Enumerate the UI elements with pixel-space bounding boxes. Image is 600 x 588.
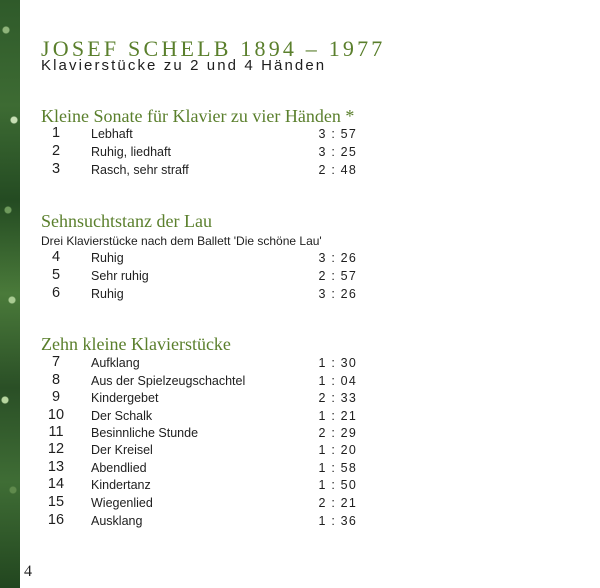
track-name: Aus der Spielzeugschachtel — [91, 374, 246, 388]
album-subtitle: Klavierstücke zu 2 und 4 Händen — [41, 57, 327, 74]
track-name: Der Kreisel — [91, 443, 153, 457]
track-number: 4 — [51, 249, 61, 265]
page-number: 4 — [24, 563, 32, 580]
track-row[interactable] — [41, 443, 359, 461]
track-name: Der Schalk — [91, 409, 153, 423]
track-row[interactable] — [41, 356, 359, 374]
track-number: 2 — [51, 143, 61, 159]
track-row[interactable] — [41, 496, 359, 514]
track-duration: 1 : 58 — [318, 461, 357, 475]
track-row[interactable] — [41, 514, 359, 532]
track-duration: 2 : 48 — [318, 163, 357, 177]
foliage-photo-strip — [0, 0, 20, 588]
track-row[interactable] — [41, 127, 359, 145]
composer-heading: JOSEF SCHELB 1894 – 1977 — [41, 36, 386, 61]
track-duration: 3 : 25 — [318, 145, 357, 159]
track-row[interactable] — [41, 391, 359, 409]
track-duration: 3 : 26 — [318, 287, 357, 301]
track-number: 13 — [47, 459, 65, 475]
track-number: 1 — [51, 125, 61, 141]
track-name: Ruhig — [91, 287, 124, 301]
track-name: Kindertanz — [91, 478, 151, 492]
track-duration: 1 : 04 — [318, 374, 357, 388]
track-duration: 1 : 21 — [318, 409, 357, 423]
track-duration: 2 : 29 — [318, 426, 357, 440]
track-number: 6 — [51, 285, 61, 301]
track-name: Ruhig — [91, 251, 124, 265]
track-number: 8 — [51, 372, 61, 388]
track-duration: 1 : 30 — [318, 356, 357, 370]
section-subtitle: Drei Klavierstücke nach dem Ballett 'Die schöne Lau' — [41, 234, 322, 248]
track-row[interactable] — [41, 426, 359, 444]
track-number: 14 — [47, 476, 65, 492]
track-name: Sehr ruhig — [91, 269, 149, 283]
track-name: Aufklang — [91, 356, 140, 370]
track-name: Ausklang — [91, 514, 143, 528]
track-name: Abendlied — [91, 461, 147, 475]
section-title-zehn-kleine: Zehn kleine Klavierstücke — [41, 334, 231, 354]
track-row[interactable] — [41, 374, 359, 392]
track-duration: 2 : 21 — [318, 496, 357, 510]
track-name: Lebhaft — [91, 127, 133, 141]
track-number: 12 — [47, 441, 65, 457]
track-row[interactable] — [41, 461, 359, 479]
track-number: 3 — [51, 161, 61, 177]
track-number: 11 — [48, 424, 64, 440]
track-duration: 1 : 36 — [318, 514, 357, 528]
track-number: 10 — [47, 407, 65, 423]
track-row[interactable] — [41, 478, 359, 496]
track-duration: 2 : 57 — [318, 269, 357, 283]
track-duration: 3 : 57 — [318, 127, 357, 141]
section-title-sonate: Kleine Sonate für Klavier zu vier Händen * — [41, 106, 355, 126]
track-name: Rasch, sehr straff — [91, 163, 189, 177]
track-duration: 1 : 20 — [318, 443, 357, 457]
track-number: 16 — [47, 512, 65, 528]
track-number: 15 — [47, 494, 65, 510]
section-title-sehnsuchtstanz: Sehnsuchtstanz der Lau — [41, 211, 212, 231]
track-duration: 1 : 50 — [318, 478, 357, 492]
track-row[interactable] — [41, 409, 359, 427]
track-name: Besinnliche Stunde — [91, 426, 199, 440]
track-row[interactable] — [41, 163, 359, 181]
track-duration: 3 : 26 — [318, 251, 357, 265]
track-name: Kindergebet — [91, 391, 159, 405]
track-name: Ruhig, liedhaft — [91, 145, 171, 159]
track-duration: 2 : 33 — [318, 391, 357, 405]
track-row[interactable] — [41, 251, 359, 269]
track-number: 5 — [51, 267, 61, 283]
track-number: 9 — [51, 389, 61, 405]
track-name: Wiegenlied — [91, 496, 153, 510]
track-number: 7 — [51, 354, 61, 370]
track-row[interactable] — [41, 145, 359, 163]
track-row[interactable] — [41, 287, 359, 305]
track-row[interactable] — [41, 269, 359, 287]
